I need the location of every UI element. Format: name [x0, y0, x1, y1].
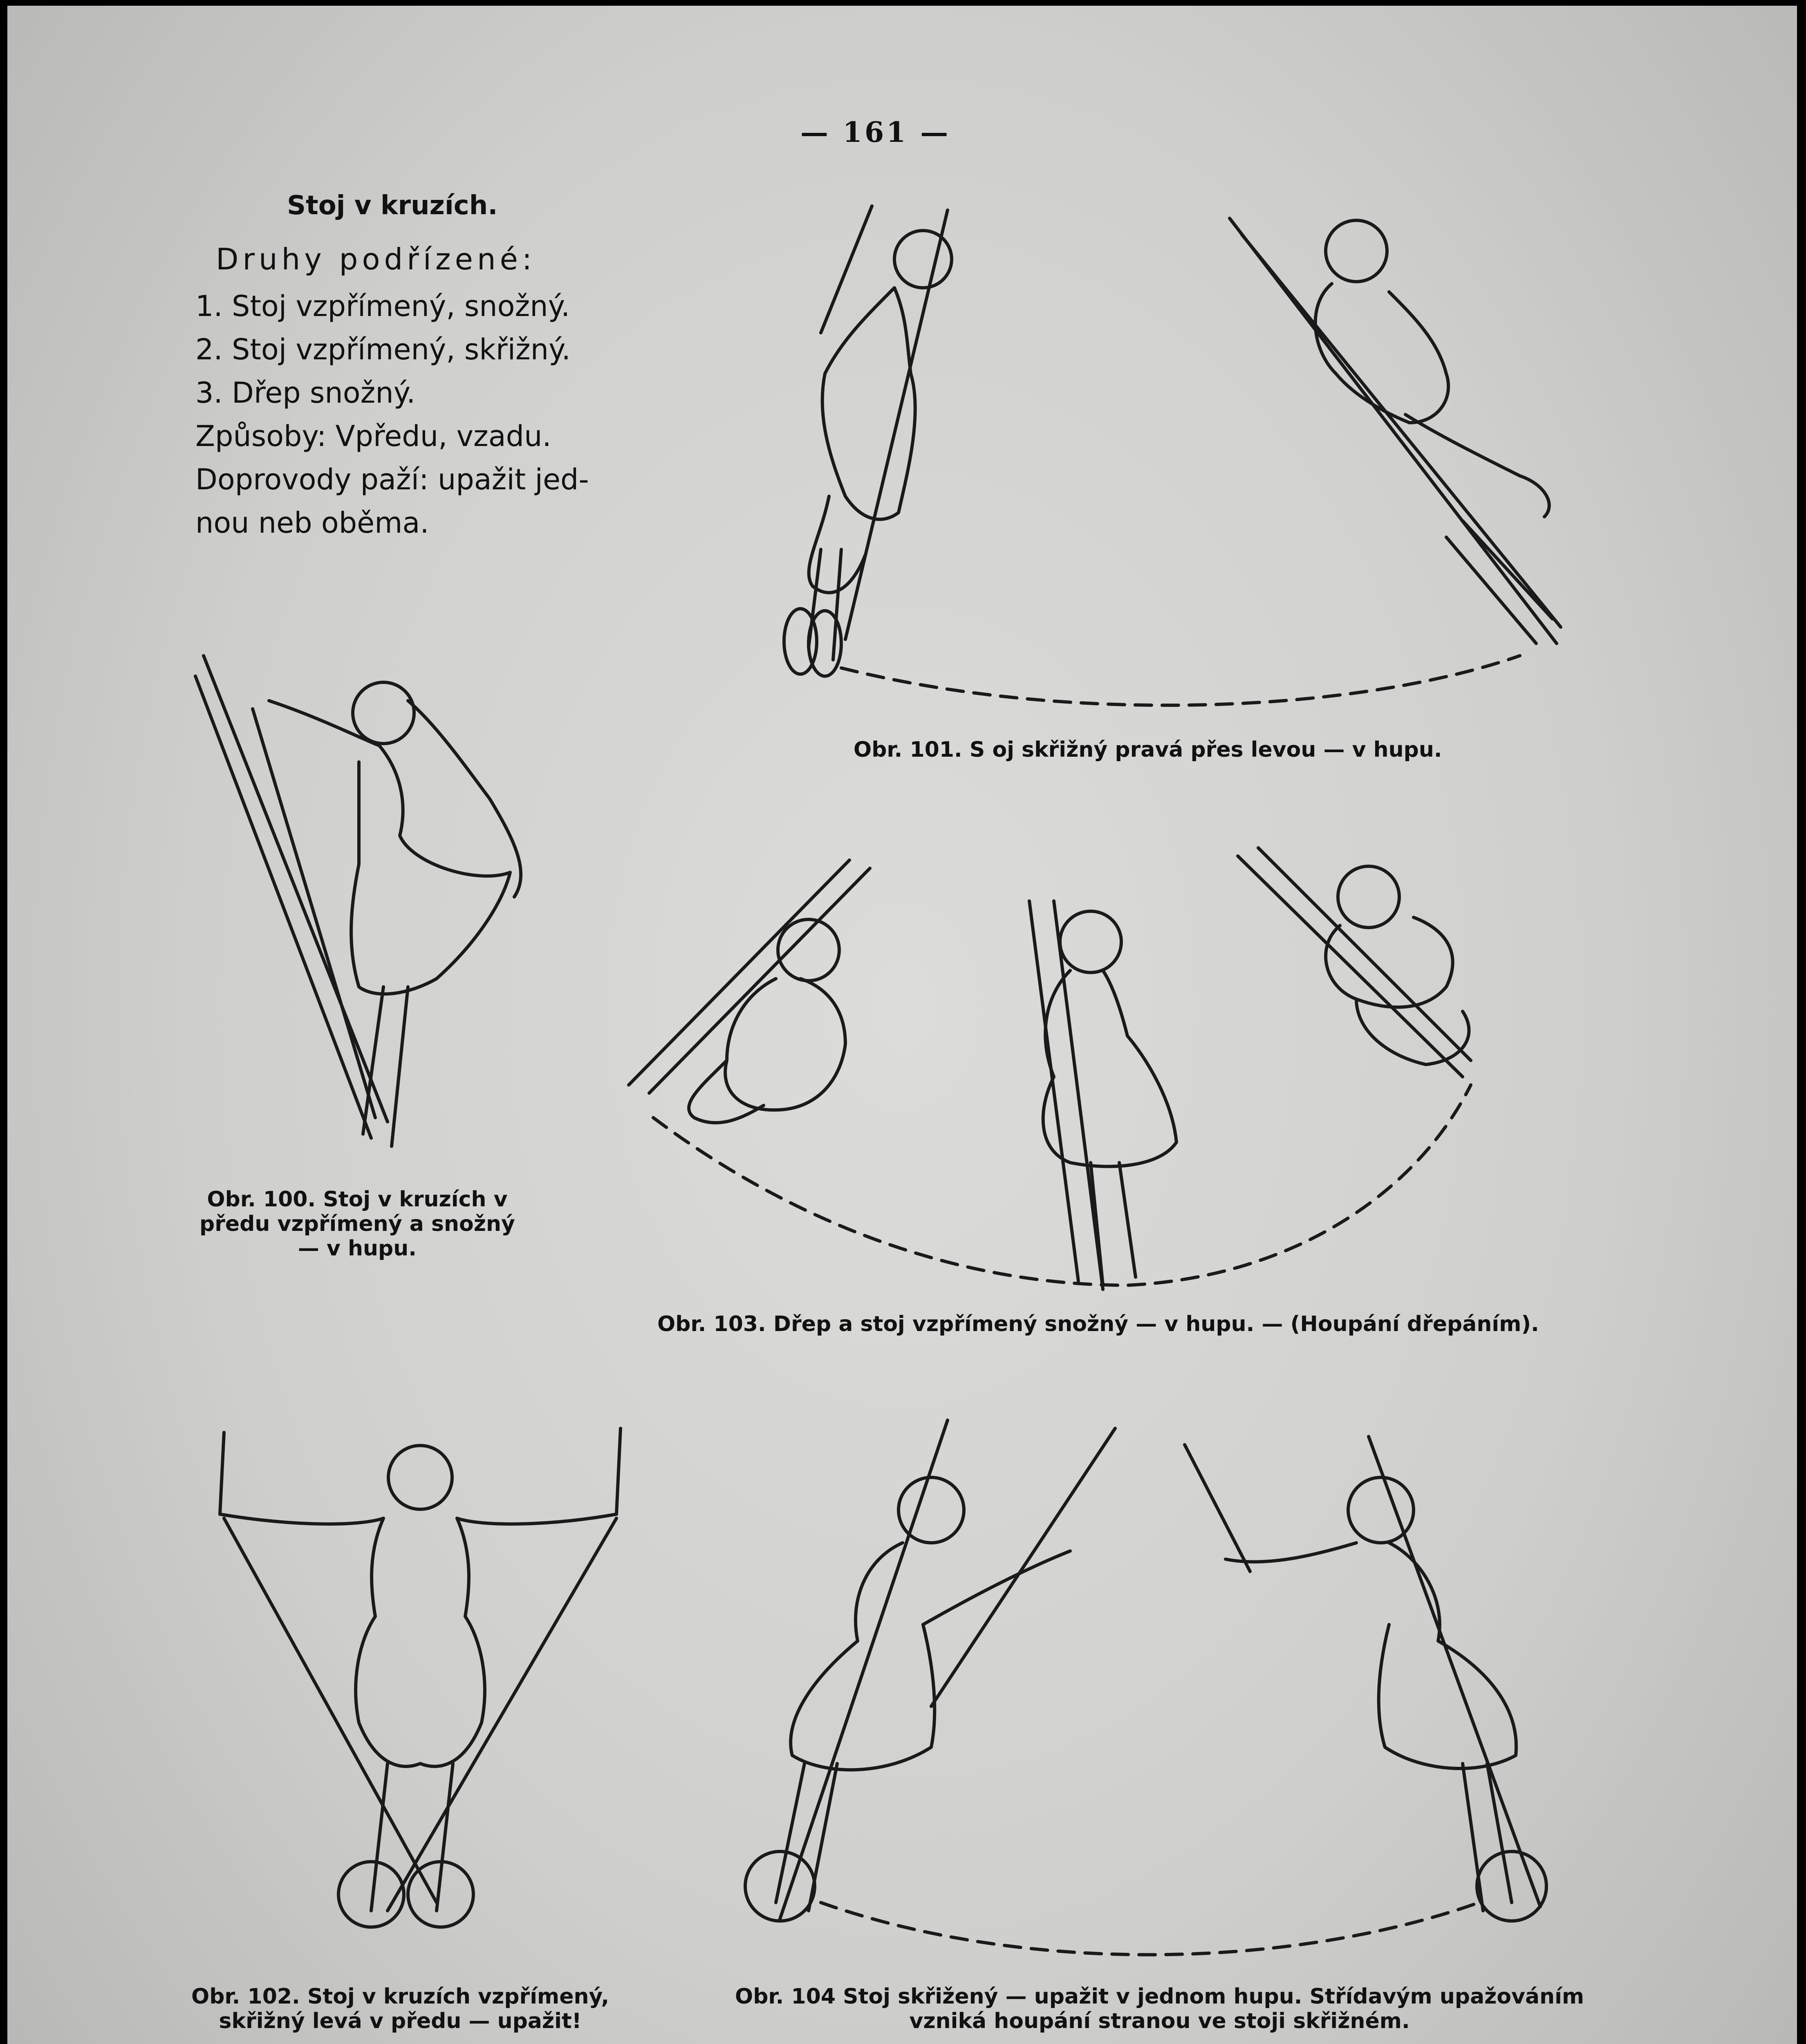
figure-103-illustration	[629, 848, 1471, 1289]
section-list	[195, 285, 589, 545]
caption-fig-102: Obr. 102. Stoj v kruzích vzpřímený, skřižný levá v předu — upažit!	[191, 1984, 609, 2033]
section-title: Stoj v kruzích.	[287, 191, 498, 221]
book-page	[7, 6, 1797, 2044]
figure-100-illustration	[195, 656, 521, 1146]
list-item: 2. Stoj vzpřímený, skřižný.	[195, 333, 571, 366]
list-item: Doprovody paží: upažit jed-	[195, 463, 589, 496]
caption-fig-101: Obr. 101. S oj skřižný pravá přes levou — v hupu.	[854, 737, 1442, 762]
figure-102-illustration	[220, 1428, 621, 1927]
page-number: — 161 —	[800, 116, 951, 149]
list-item: nou neb oběma.	[195, 506, 429, 540]
list-item: 3. Dřep snožný.	[195, 376, 416, 410]
figure-104-illustration	[745, 1420, 1546, 1955]
figure-101-illustration	[784, 206, 1561, 705]
section-subtitle: Druhy podřízené:	[216, 242, 536, 276]
caption-fig-104: Obr. 104 Stoj skřižený — upažit v jednom hupu. Střídavým upažováním vzniká houpání stranou ve stoji skřižném.	[735, 1984, 1584, 2033]
caption-fig-100: Obr. 100. Stoj v kruzích v předu vzpřímený a snožný — v hupu.	[199, 1187, 515, 1261]
caption-fig-103: Obr. 103. Dřep a stoj vzpřímený snožný — v hupu. — (Houpání dřepáním).	[657, 1312, 1539, 1336]
list-item: 1. Stoj vzpřímený, snožný.	[195, 289, 570, 323]
list-item: Způsoby: Vpředu, vzadu.	[195, 419, 551, 453]
